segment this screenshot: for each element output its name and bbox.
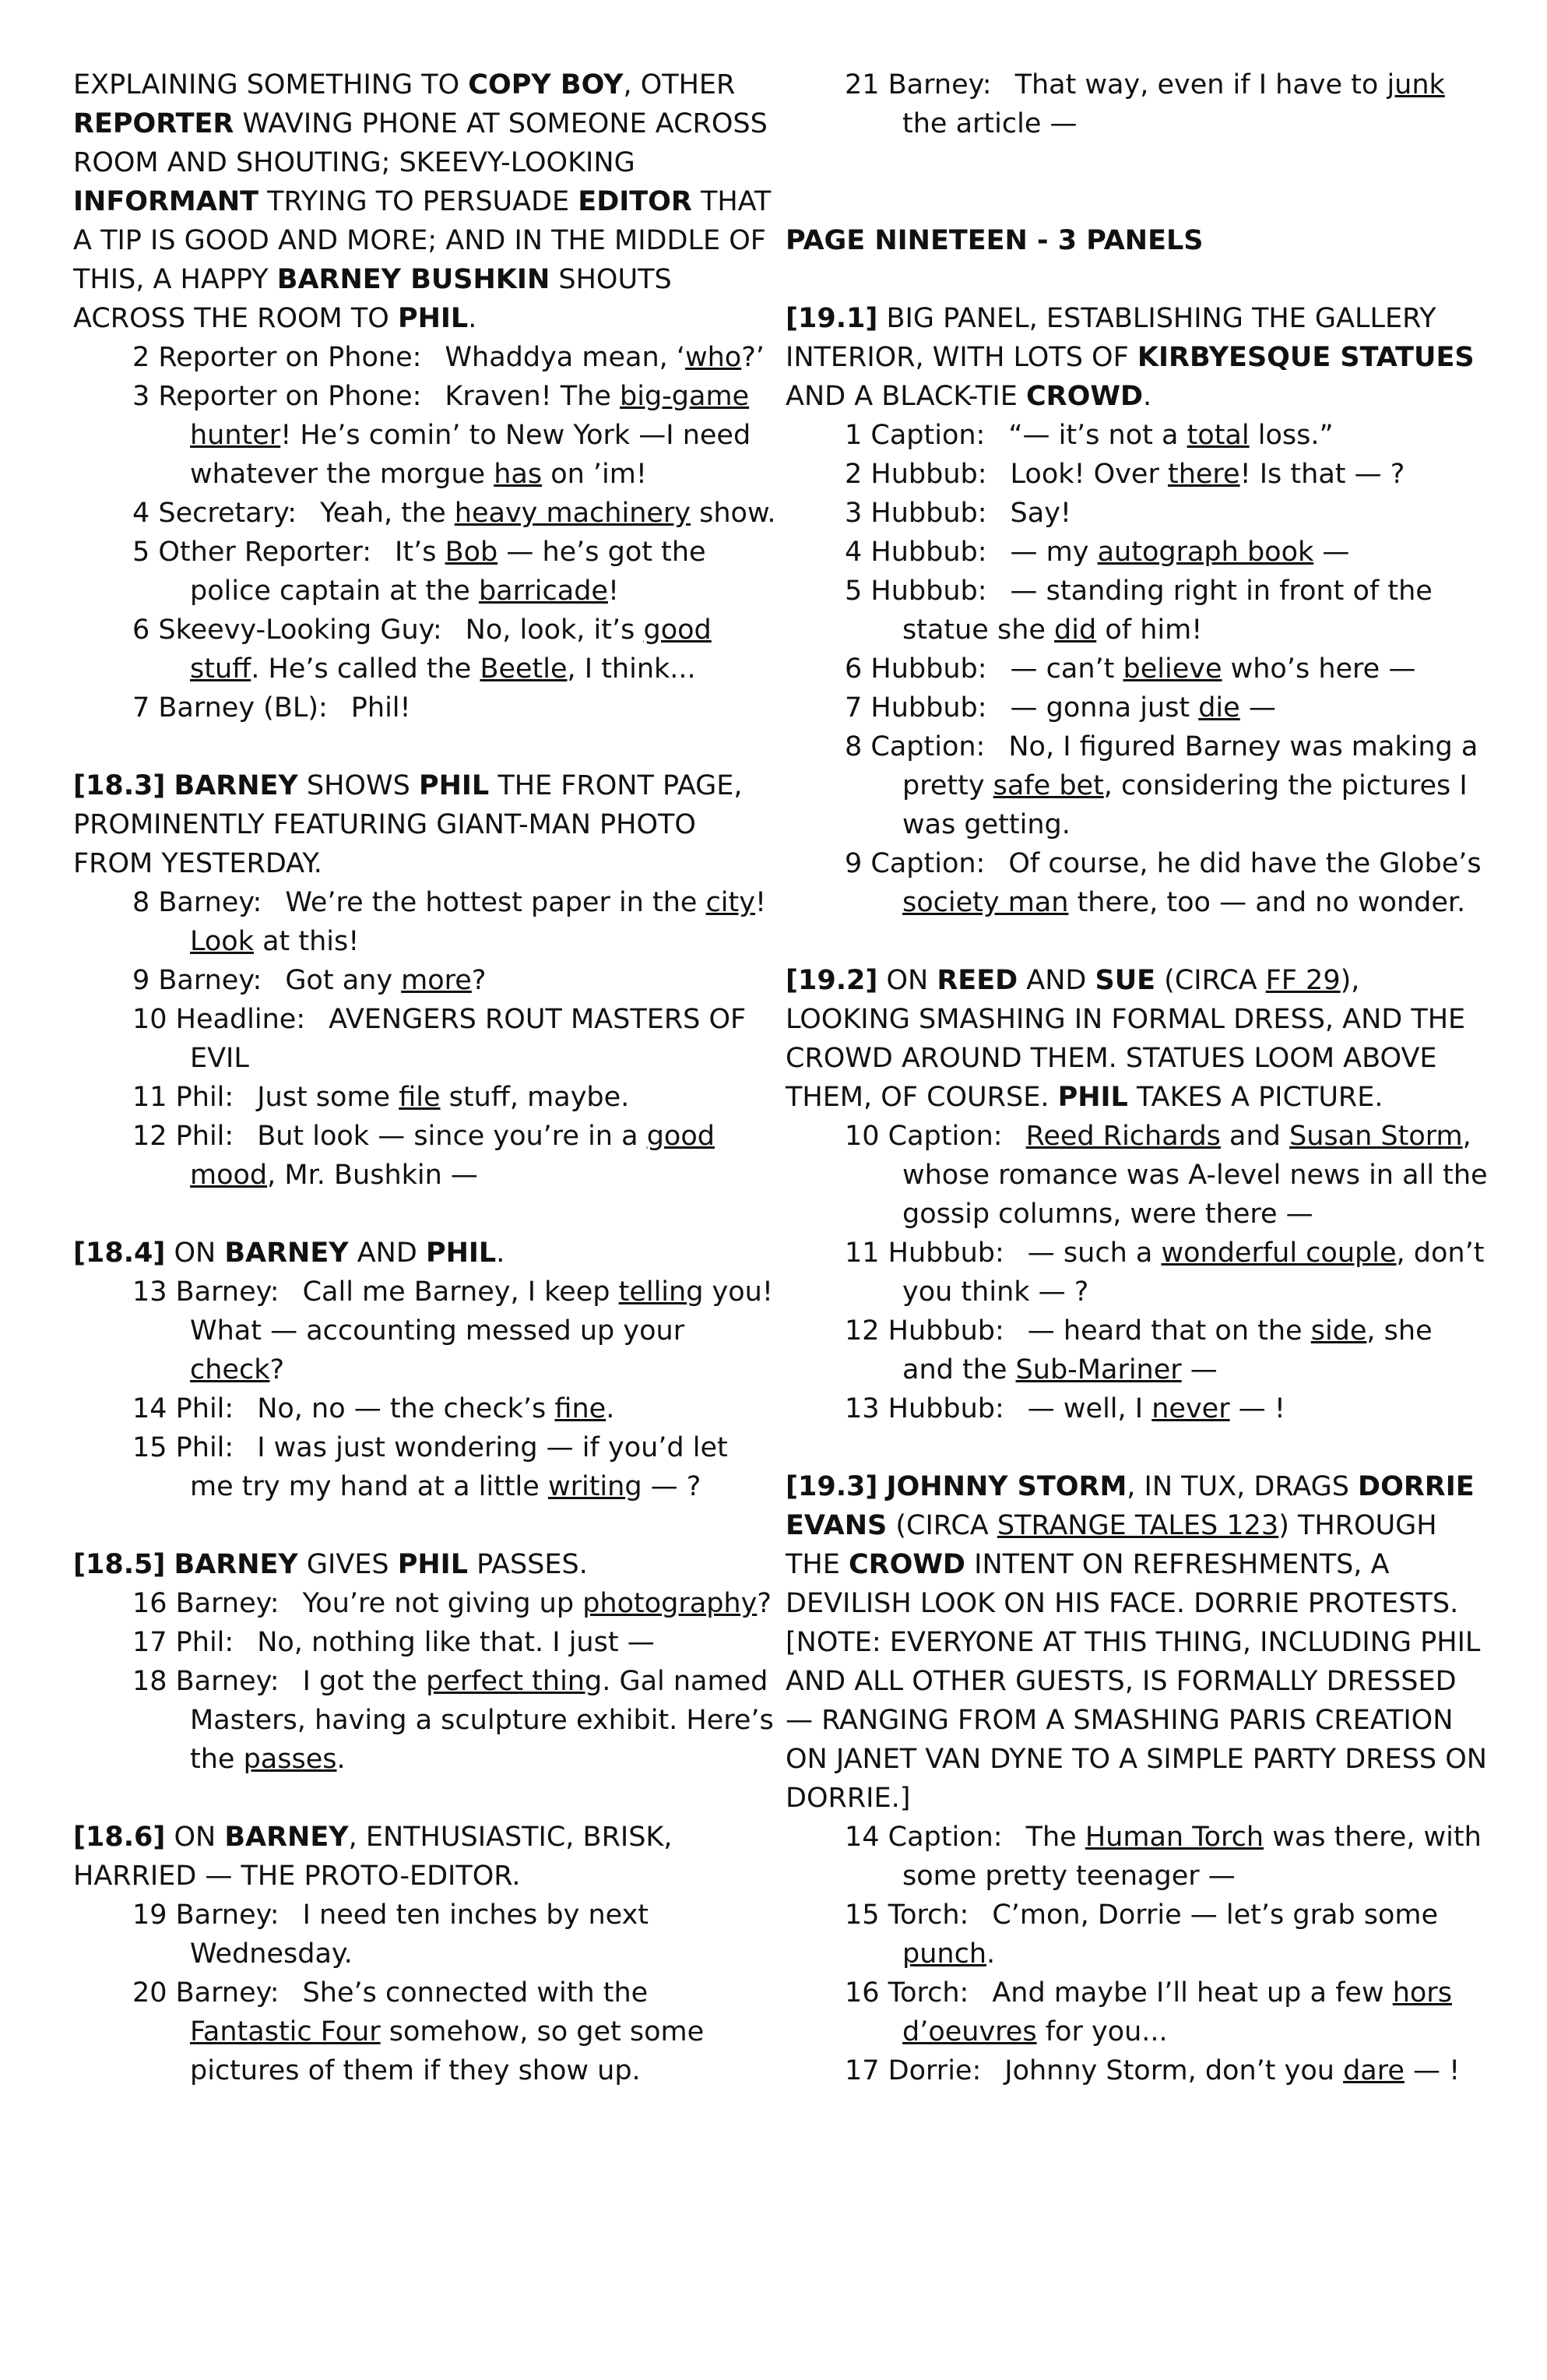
underlined-text: Beetle: [480, 653, 568, 685]
text-run: ) THROUGH THE: [786, 1510, 1437, 1580]
text-run: and: [1220, 1121, 1290, 1152]
text-run: — !: [1229, 1393, 1285, 1424]
speaker-label: 4 Hubbub:: [845, 537, 987, 568]
text-run: — my: [1010, 537, 1098, 568]
text-run: She’s connected with the: [302, 1977, 649, 2009]
speaker-label: 15 Torch:: [845, 1899, 969, 1931]
dialogue-line: [73, 377, 778, 494]
panel-description: [73, 1545, 778, 1584]
bold-text: [18.5]: [73, 1549, 166, 1580]
speaker-label: 10 Headline:: [132, 1004, 306, 1035]
dialogue-line: [786, 533, 1490, 572]
bold-text: PHIL: [425, 1238, 497, 1269]
text-run: WAVING PHONE AT SOMEONE ACROSS ROOM AND SHOUTING; SKEEVY-LOOKING: [73, 108, 768, 178]
bold-text: COPY BOY: [468, 69, 624, 100]
underlined-text: there: [1167, 459, 1240, 490]
text-run: THAT A TIP IS GOOD AND MORE; AND IN THE MIDDLE OF THIS, A HAPPY: [73, 186, 772, 295]
text-run: — heard that on the: [1027, 1315, 1311, 1347]
text-run: [165, 770, 174, 801]
dialogue-line: [73, 338, 778, 377]
text-run: , IN TUX, DRAGS: [1127, 1471, 1359, 1502]
underlined-text: writing: [547, 1471, 642, 1502]
bold-text: SUE: [1095, 965, 1156, 996]
dialogue-line: [786, 688, 1490, 727]
dialogue-line: [73, 1973, 778, 2090]
text-run: ?: [471, 965, 487, 996]
underlined-text: Look: [190, 926, 254, 957]
text-run: TAKES A PICTURE.: [1127, 1082, 1384, 1113]
underlined-text: Reed Richards: [1025, 1121, 1221, 1152]
text-run: ?: [757, 1588, 772, 1619]
underlined-text: more: [401, 965, 472, 996]
bold-text: JOHNNY STORM: [886, 1471, 1127, 1502]
underlined-text: barricade: [478, 576, 608, 607]
bold-text: PHIL: [1057, 1082, 1128, 1113]
panel-description: [786, 299, 1490, 416]
underlined-text: who: [685, 342, 742, 373]
text-run: loss.”: [1249, 420, 1334, 451]
underlined-text: society man: [902, 887, 1069, 918]
underlined-text: STRANGE TALES 123: [997, 1510, 1279, 1541]
left-column: [73, 65, 778, 2090]
text-run: .: [336, 1744, 346, 1775]
text-run: on ’im!: [542, 459, 647, 490]
dialogue-line: [786, 1117, 1490, 1234]
speaker-label: 9 Barney:: [132, 965, 262, 996]
text-run: EXPLAINING SOMETHING TO: [73, 69, 469, 100]
text-run: Johnny Storm, don’t you: [1004, 2055, 1344, 2086]
speaker-label: 6 Skeevy-Looking Guy:: [132, 614, 442, 646]
underlined-text: photography: [582, 1588, 758, 1619]
underlined-text: believe: [1123, 653, 1222, 685]
underlined-text: good stuff: [190, 614, 712, 685]
underlined-text: hors d’oeuvres: [902, 1977, 1452, 2047]
panel-description: [73, 766, 778, 883]
text-run: AND: [348, 1238, 426, 1269]
speaker-label: 16 Barney:: [132, 1588, 280, 1619]
text-run: for you...: [1036, 2016, 1168, 2047]
text-run: Call me Barney, I keep: [302, 1276, 619, 1308]
dialogue-line: [73, 1896, 778, 1973]
dialogue-line: [73, 1662, 778, 1779]
text-run: You’re not giving up: [302, 1588, 583, 1619]
underlined-text: Sub-Mariner: [1015, 1354, 1182, 1385]
underlined-text: check: [190, 1354, 270, 1385]
text-run: —: [1181, 1354, 1218, 1385]
underlined-text: file: [399, 1082, 441, 1113]
underlined-text: heavy machinery: [454, 498, 691, 529]
text-run: TRYING TO PERSUADE: [258, 186, 578, 217]
panel-description: [786, 1467, 1490, 1818]
bold-text: PHIL: [397, 1549, 469, 1580]
bold-text: [19.2]: [786, 965, 878, 996]
dialogue-line: [786, 455, 1490, 494]
dialogue-line: [786, 1234, 1490, 1311]
speaker-label: 2 Reporter on Phone:: [132, 342, 422, 373]
text-run: Whaddya mean, ‘: [445, 342, 685, 373]
text-run: , considering the pictures I was getting.: [902, 770, 1468, 840]
underlined-text: total: [1187, 420, 1250, 451]
text-run: ON: [165, 1822, 225, 1853]
speaker-label: 17 Phil:: [132, 1627, 234, 1658]
text-run: C’mon, Dorrie — let’s grab some: [992, 1899, 1439, 1931]
speaker-label: 17 Dorrie:: [845, 2055, 982, 2086]
text-run: — gonna just: [1010, 692, 1199, 724]
speaker-label: 10 Caption:: [845, 1121, 1003, 1152]
dialogue-line: [786, 1896, 1490, 1973]
text-run: show.: [691, 498, 776, 529]
right-column: [786, 65, 1490, 2090]
text-run: ! Is that — ?: [1239, 459, 1405, 490]
text-run: GIVES: [297, 1549, 398, 1580]
speaker-label: 13 Hubbub:: [845, 1393, 1004, 1424]
dialogue-line: [786, 494, 1490, 533]
text-run: BIG PANEL, ESTABLISHING THE GALLERY INTERIOR, WITH LOTS OF: [786, 303, 1436, 373]
bold-text: REED: [937, 965, 1018, 996]
text-run: you! What — accounting messed up your: [190, 1276, 773, 1347]
dialogue-line: [73, 533, 778, 611]
text-run: No, no — the check’s: [257, 1393, 555, 1424]
text-run: — can’t: [1010, 653, 1123, 685]
underlined-text: punch: [902, 1938, 987, 1970]
speaker-label: 4 Secretary:: [132, 498, 297, 529]
text-run: , don’t you think — ?: [902, 1238, 1485, 1308]
text-run: ON: [877, 965, 937, 996]
text-run: (CIRCA: [887, 1510, 997, 1541]
text-run: .: [468, 303, 477, 334]
dialogue-line: [73, 1000, 778, 1078]
text-run: ), LOOKING SMASHING IN FORMAL DRESS, AND THE CROWD AROUND THEM. STATUES LOOM ABOVE THEM, OF COURSE.: [786, 965, 1466, 1113]
bold-text: BARNEY: [174, 1549, 298, 1580]
bold-text: [19.3]: [786, 1471, 878, 1502]
bold-text: BARNEY: [224, 1238, 349, 1269]
text-run: We’re the hottest paper in the: [285, 887, 706, 918]
text-run: stuff, maybe.: [440, 1082, 630, 1113]
text-run: [165, 1549, 174, 1580]
text-run: !: [607, 576, 619, 607]
dialogue-line: [73, 961, 778, 1000]
underlined-text: autograph book: [1097, 537, 1314, 568]
text-run: Got any: [285, 965, 402, 996]
speaker-label: 19 Barney:: [132, 1899, 280, 1931]
text-run: .: [986, 1938, 996, 1970]
underlined-text: good mood: [190, 1121, 715, 1191]
underlined-text: perfect thing: [426, 1666, 603, 1697]
text-run: somehow, so get some pictures of them if they show up.: [190, 2016, 705, 2086]
dialogue-line: [786, 650, 1490, 688]
speaker-label: 13 Barney:: [132, 1276, 280, 1308]
text-run: (CIRCA: [1155, 965, 1266, 996]
bold-text: KIRBYESQUE STATUES: [1137, 342, 1475, 373]
speaker-label: 5 Hubbub:: [845, 576, 987, 607]
text-run: at this!: [253, 926, 360, 957]
text-run: Of course, he did have the Globe’s: [1008, 848, 1482, 879]
text-run: No, look, it’s: [465, 614, 644, 646]
panel-description: [73, 1818, 778, 1896]
text-run: Phil!: [350, 692, 411, 724]
bold-text: PHIL: [418, 770, 490, 801]
speaker-label: 3 Reporter on Phone:: [132, 381, 422, 412]
dialogue-line: [73, 1623, 778, 1662]
underlined-text: wonderful couple: [1161, 1238, 1397, 1269]
dialogue-line: [73, 1078, 778, 1117]
underlined-text: telling: [618, 1276, 704, 1308]
speaker-label: 14 Caption:: [845, 1822, 1003, 1853]
text-run: , she and the: [902, 1315, 1433, 1385]
text-run: AVENGERS ROUT MASTERS OF EVIL: [190, 1004, 747, 1074]
underlined-text: fine: [554, 1393, 606, 1424]
dialogue-line: [786, 727, 1490, 844]
speaker-label: 15 Phil:: [132, 1432, 234, 1463]
text-run: I need ten inches by next Wednesday.: [190, 1899, 649, 1970]
text-run: ?: [269, 1354, 285, 1385]
bold-text: INFORMANT: [73, 186, 259, 217]
underlined-text: Susan Storm: [1289, 1121, 1463, 1152]
speaker-label: 7 Barney (BL):: [132, 692, 328, 724]
dialogue-line: [786, 1818, 1490, 1896]
dialogue-line: [786, 1973, 1490, 2051]
text-run: — such a: [1027, 1238, 1162, 1269]
underlined-text: Bob: [445, 537, 498, 568]
text-run: Look! Over: [1010, 459, 1168, 490]
bold-text: REPORTER: [73, 108, 234, 139]
text-run: No, I figured Barney was making a pretty: [902, 731, 1478, 801]
speaker-label: 3 Hubbub:: [845, 498, 987, 529]
speaker-label: 21 Barney:: [845, 69, 992, 100]
bold-text: BARNEY BUSHKIN: [276, 264, 550, 295]
text-run: . He’s called the: [251, 653, 480, 685]
panel-description: [73, 1234, 778, 1273]
underlined-text: safe bet: [993, 770, 1104, 801]
text-run: Say!: [1010, 498, 1071, 529]
bold-text: BARNEY: [224, 1822, 349, 1853]
underlined-text: FF 29: [1265, 965, 1341, 996]
bold-text: [18.3]: [73, 770, 166, 801]
bold-text: CROWD: [848, 1549, 965, 1580]
underlined-text: passes: [243, 1744, 337, 1775]
text-run: , I think...: [567, 653, 696, 685]
panel-description: [73, 65, 778, 338]
panel-description: [786, 961, 1490, 1117]
text-run: Just some: [257, 1082, 399, 1113]
speaker-label: 11 Hubbub:: [845, 1238, 1004, 1269]
text-run: AND: [1018, 965, 1095, 996]
text-run: I got the: [302, 1666, 427, 1697]
text-run: — he’s got the police captain at the: [190, 537, 706, 607]
dialogue-line: [73, 883, 778, 961]
speaker-label: 1 Caption:: [845, 420, 986, 451]
dialogue-line: [73, 688, 778, 727]
dialogue-line: [786, 1311, 1490, 1389]
text-run: — ?: [642, 1471, 701, 1502]
text-run: .: [1143, 381, 1152, 412]
text-run: [877, 1471, 886, 1502]
underlined-text: city: [705, 887, 755, 918]
text-run: But look — since you’re in a: [257, 1121, 647, 1152]
text-run: It’s: [395, 537, 445, 568]
text-run: No, nothing like that. I just —: [257, 1627, 655, 1658]
text-run: —: [1313, 537, 1350, 568]
text-run: ! He’s comin’ to New York —I need whatever the morgue: [190, 420, 751, 490]
text-run: — well, I: [1027, 1393, 1152, 1424]
dialogue-line: [786, 572, 1490, 650]
text-run: , OTHER: [623, 69, 736, 100]
text-run: That way, even if I have to: [1014, 69, 1387, 100]
text-run: .: [606, 1393, 615, 1424]
text-run: the article —: [902, 108, 1078, 139]
speaker-label: 12 Hubbub:: [845, 1315, 1004, 1347]
text-run: PASSES.: [468, 1549, 588, 1580]
text-run: , whose romance was A-level news in all the gossip columns, were there —: [902, 1121, 1488, 1230]
underlined-text: big-game hunter: [190, 381, 750, 451]
speaker-label: 8 Caption:: [845, 731, 986, 762]
text-run: I was just wondering — if you’d let me try my hand at a little: [190, 1432, 728, 1502]
text-run: , Mr. Bushkin —: [267, 1160, 478, 1191]
text-run: THE FRONT PAGE, PROMINENTLY FEATURING GIANT-MAN PHOTO FROM YESTERDAY.: [73, 770, 743, 879]
speaker-label: 2 Hubbub:: [845, 459, 987, 490]
speaker-label: 8 Barney:: [132, 887, 262, 918]
bold-text: PAGE NINETEEN - 3 PANELS: [786, 225, 1204, 256]
bold-text: [18.6]: [73, 1822, 166, 1853]
dialogue-line: [73, 494, 778, 533]
bold-text: DORRIE EVANS: [786, 1471, 1475, 1541]
underlined-text: dare: [1343, 2055, 1405, 2086]
dialogue-line: [786, 844, 1490, 922]
text-run: . Gal named Masters, having a sculpture exhibit. Here’s the: [190, 1666, 774, 1775]
panel-description: [786, 221, 1490, 260]
dialogue-line: [786, 2051, 1490, 2090]
speaker-label: 7 Hubbub:: [845, 692, 987, 724]
dialogue-line: [73, 611, 778, 688]
underlined-text: Fantastic Four: [190, 2016, 381, 2047]
dialogue-line: [786, 65, 1490, 143]
speaker-label: 5 Other Reporter:: [132, 537, 372, 568]
dialogue-line: [73, 1273, 778, 1389]
underlined-text: junk: [1387, 69, 1445, 100]
dialogue-line: [73, 1584, 778, 1623]
text-run: there, too — and no wonder.: [1068, 887, 1466, 918]
speaker-label: 6 Hubbub:: [845, 653, 987, 685]
text-run: —: [1239, 692, 1276, 724]
text-run: “— it’s not a: [1008, 420, 1187, 451]
text-run: SHOWS: [297, 770, 419, 801]
text-run: .: [496, 1238, 505, 1269]
underlined-text: never: [1151, 1393, 1230, 1424]
speaker-label: 18 Barney:: [132, 1666, 280, 1697]
dialogue-line: [786, 416, 1490, 455]
underlined-text: die: [1198, 692, 1240, 724]
text-run: And maybe I’ll heat up a few: [992, 1977, 1393, 2009]
bold-text: [19.1]: [786, 303, 878, 334]
bold-text: PHIL: [397, 303, 469, 334]
underlined-text: side: [1310, 1315, 1367, 1347]
text-run: — standing right in front of the statue she: [902, 576, 1433, 646]
text-run: , ENTHUSIASTIC, BRISK, HARRIED — THE PROTO-EDITOR.: [73, 1822, 673, 1892]
text-run: Yeah, the: [320, 498, 455, 529]
text-run: ?’: [741, 342, 765, 373]
text-run: was there, with some pretty teenager —: [902, 1822, 1482, 1892]
bold-text: [18.4]: [73, 1238, 166, 1269]
text-run: !: [754, 887, 766, 918]
speaker-label: 12 Phil:: [132, 1121, 234, 1152]
speaker-label: 9 Caption:: [845, 848, 986, 879]
dialogue-line: [786, 1389, 1490, 1428]
bold-text: BARNEY: [174, 770, 298, 801]
speaker-label: 20 Barney:: [132, 1977, 280, 2009]
text-run: AND A BLACK-TIE: [786, 381, 1026, 412]
text-run: of him!: [1096, 614, 1203, 646]
text-run: Kraven! The: [445, 381, 621, 412]
dialogue-line: [73, 1389, 778, 1428]
text-run: who’s here —: [1222, 653, 1416, 685]
dialogue-line: [73, 1428, 778, 1506]
bold-text: CROWD: [1025, 381, 1144, 412]
text-run: — !: [1404, 2055, 1461, 2086]
underlined-text: has: [494, 459, 543, 490]
speaker-label: 16 Torch:: [845, 1977, 969, 2009]
dialogue-line: [73, 1117, 778, 1195]
text-run: INTENT ON REFRESHMENTS, A DEVILISH LOOK ON HIS FACE. DORRIE PROTESTS. [NOTE: EVERYONE AT THIS THING, INCLUDING PHIL AND ALL OTHER GUESTS, IS FORMALLY DRESSED — RANGING FROM A SMASHING PARIS CREATION ON JANET VAN DYNE TO A SIMPLE PARTY DRESS ON DORRIE.]: [786, 1549, 1487, 1814]
text-run: ON: [165, 1238, 225, 1269]
underlined-text: did: [1054, 614, 1097, 646]
speaker-label: 11 Phil:: [132, 1082, 234, 1113]
underlined-text: Human Torch: [1085, 1822, 1264, 1853]
text-run: The: [1025, 1822, 1085, 1853]
speaker-label: 14 Phil:: [132, 1393, 234, 1424]
bold-text: EDITOR: [578, 186, 692, 217]
text-run: SHOUTS ACROSS THE ROOM TO: [73, 264, 672, 334]
